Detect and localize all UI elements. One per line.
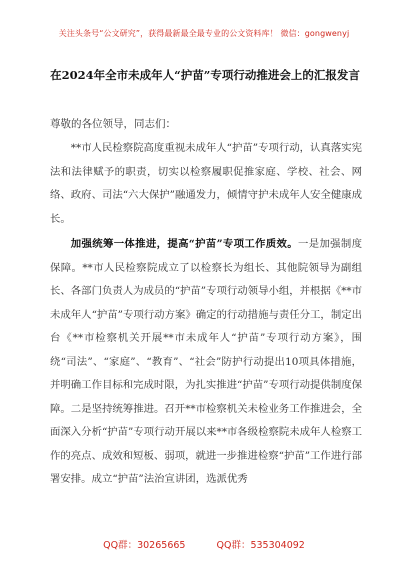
salutation: 尊敬的各位领导，同志们： xyxy=(50,118,176,130)
paragraph-intro: **市人民检察院高度重视未成年人“护苗”专项行动，认真落实宪法和法律赋予的职责，切实以检察履职促推家庭、学校、社会、网络、政府、司法“六大保护”融通发力，倾情守护未成年人安全健康成长。 xyxy=(50,142,362,225)
document-title: 在2024年全市未成年人“护苗”专项行动推进会上的汇报发言 xyxy=(50,68,360,82)
header-notice: 关注头条号“公文研究”，获得最新最全最专业的公文资料库！ 微信：gongwenyj xyxy=(58,29,350,38)
paragraph-section-1 xyxy=(50,233,362,492)
section-body: 一是加强制度保障。**市人民检察院成立了以检察长为组长、其他院领导为副组长、各部门负责人为成员的“护苗”专项行动领导小组，并根据《**市未成年人“护苗”专项行动方案》确定的行动措施与责任分工，制定出台《**市检察机关开展**市未成年人“护苗”专项行动方案》，围绕“司法”、“家庭”、“教育”、“社会”防护行动提出10项具体措施，并明确工作目标和完成时限，为扎实推进“护苗”专项行动提供制度保障。二是坚持统筹推进。召开**市检察机关未检业务工作推进会，全面深入分析“护苗”专项行动开展以来**市各级检察院未成年人检察工作的亮点、成效和短板、弱项，就进一步推进检察“护苗”工作进行部署安排。成立“护苗”法治宣讲团，选派优秀 xyxy=(50,238,363,485)
footer-qq-groups xyxy=(0,537,408,551)
qq-group-2: QQ群：535304092 xyxy=(216,540,305,551)
section-heading: 加强统筹一体推进，提高“护苗”专项工作质效。 xyxy=(70,238,298,250)
qq-group-1: QQ群：30265665 xyxy=(103,540,186,551)
